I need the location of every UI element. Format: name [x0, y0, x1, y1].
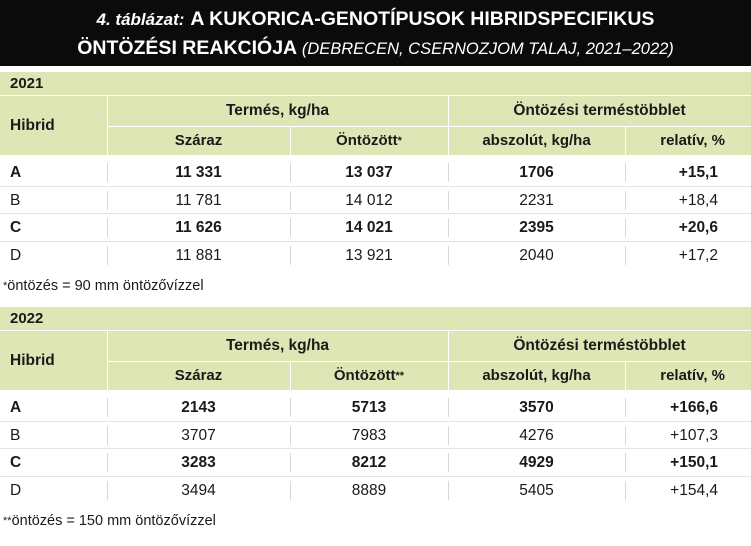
header-absolute: abszolút, kg/ha — [482, 367, 591, 384]
asterisk-marker: * — [397, 135, 402, 147]
header-relative: relatív, % — [660, 367, 725, 384]
header-surplus-group: Öntözési terméstöbblet — [513, 102, 686, 119]
table-2022 — [0, 307, 751, 529]
cell-relative: +166,6 — [670, 399, 718, 416]
cell-irrigated: 8212 — [351, 454, 387, 471]
cell-hybrid: A — [10, 399, 22, 416]
cell-absolute: 3570 — [519, 399, 554, 416]
header-relative: relatív, % — [660, 132, 725, 149]
header-dry: Száraz — [174, 132, 223, 149]
cell-dry: 11 781 — [175, 191, 222, 209]
title-text-1: A KUKORICA-GENOTÍPUSOK HIBRIDSPECIFIKUS — [190, 8, 655, 30]
header-surplus-group: Öntözési terméstöbblet — [513, 337, 686, 354]
cell-hybrid: D — [10, 481, 22, 499]
cell-irrigated: 13 921 — [345, 246, 393, 264]
year-label: 2022 — [0, 307, 751, 330]
cell-irrigated: 8889 — [351, 481, 387, 499]
cell-irrigated: 14 012 — [345, 191, 393, 209]
table-body — [0, 155, 751, 269]
table-number-label: 4. táblázat: — [96, 10, 185, 29]
cell-hybrid: B — [10, 191, 21, 209]
cell-relative: +18,4 — [678, 191, 718, 209]
cell-dry: 3494 — [181, 481, 216, 499]
cell-relative: +17,2 — [678, 246, 718, 264]
cell-absolute: 4929 — [519, 454, 554, 471]
cell-dry: 11 626 — [175, 219, 222, 236]
cell-dry: 11 331 — [175, 164, 222, 181]
table-title — [0, 0, 751, 66]
cell-hybrid: A — [10, 164, 22, 181]
cell-hybrid: C — [10, 219, 22, 236]
cell-absolute: 1706 — [519, 164, 554, 181]
header-yield-group: Termés, kg/ha — [225, 102, 330, 119]
cell-absolute: 2231 — [519, 191, 554, 209]
header-hybrid: Hibrid — [10, 117, 55, 134]
table-row — [0, 242, 751, 270]
footnote — [0, 278, 751, 294]
footnote-text: öntözés = 150 mm öntözővízzel — [11, 513, 216, 529]
cell-hybrid: B — [10, 426, 21, 444]
cell-hybrid: C — [10, 454, 22, 471]
header-hybrid: Hibrid — [10, 352, 55, 369]
cell-absolute: 2395 — [519, 219, 554, 236]
cell-dry: 2143 — [181, 399, 216, 416]
cell-absolute: 4276 — [519, 426, 554, 444]
table-2021 — [0, 72, 751, 294]
cell-dry: 3707 — [181, 426, 216, 444]
title-subtitle: (DEBRECEN, CSERNOZJOM TALAJ, 2021–2022) — [301, 40, 674, 58]
cell-irrigated: 5713 — [351, 399, 387, 416]
title-line-1 — [0, 5, 751, 34]
cell-dry: 11 881 — [175, 246, 222, 264]
table-row — [0, 422, 751, 450]
cell-absolute: 2040 — [519, 246, 554, 264]
header-irrigated-label: Öntözött — [336, 132, 398, 149]
footnote-text: öntözés = 90 mm öntözővízzel — [7, 278, 204, 294]
cell-irrigated: 13 037 — [345, 164, 393, 181]
cell-irrigated: 7983 — [351, 426, 387, 444]
footnote — [0, 513, 751, 529]
table-row — [0, 187, 751, 215]
table-row — [0, 477, 751, 505]
cell-hybrid: D — [10, 246, 22, 264]
cell-dry: 3283 — [181, 454, 216, 471]
table-row — [0, 159, 751, 187]
asterisk-marker: ** — [3, 515, 12, 527]
header-irrigated — [290, 361, 448, 391]
header-irrigated — [290, 126, 448, 156]
table-row — [0, 394, 751, 422]
asterisk-marker: * — [3, 280, 8, 292]
cell-relative: +20,6 — [678, 219, 718, 236]
header-absolute: abszolút, kg/ha — [482, 132, 591, 149]
header-irrigated-label: Öntözött — [333, 367, 396, 384]
header-yield-group: Termés, kg/ha — [225, 337, 330, 354]
header-dry: Száraz — [174, 367, 223, 384]
year-label: 2021 — [0, 72, 751, 95]
table-body — [0, 390, 751, 504]
cell-relative: +150,1 — [670, 454, 718, 471]
cell-relative: +15,1 — [678, 164, 718, 181]
title-text-2: ÖNTÖZÉSI REAKCIÓJA — [77, 37, 297, 59]
cell-absolute: 5405 — [519, 481, 554, 499]
cell-relative: +107,3 — [670, 426, 718, 444]
table-row — [0, 449, 751, 477]
table-row — [0, 214, 751, 242]
table-header — [0, 330, 751, 390]
table-header — [0, 95, 751, 155]
cell-irrigated: 14 021 — [345, 219, 393, 236]
title-line-2 — [0, 34, 751, 63]
asterisk-marker: ** — [395, 370, 405, 382]
cell-relative: +154,4 — [670, 481, 718, 499]
